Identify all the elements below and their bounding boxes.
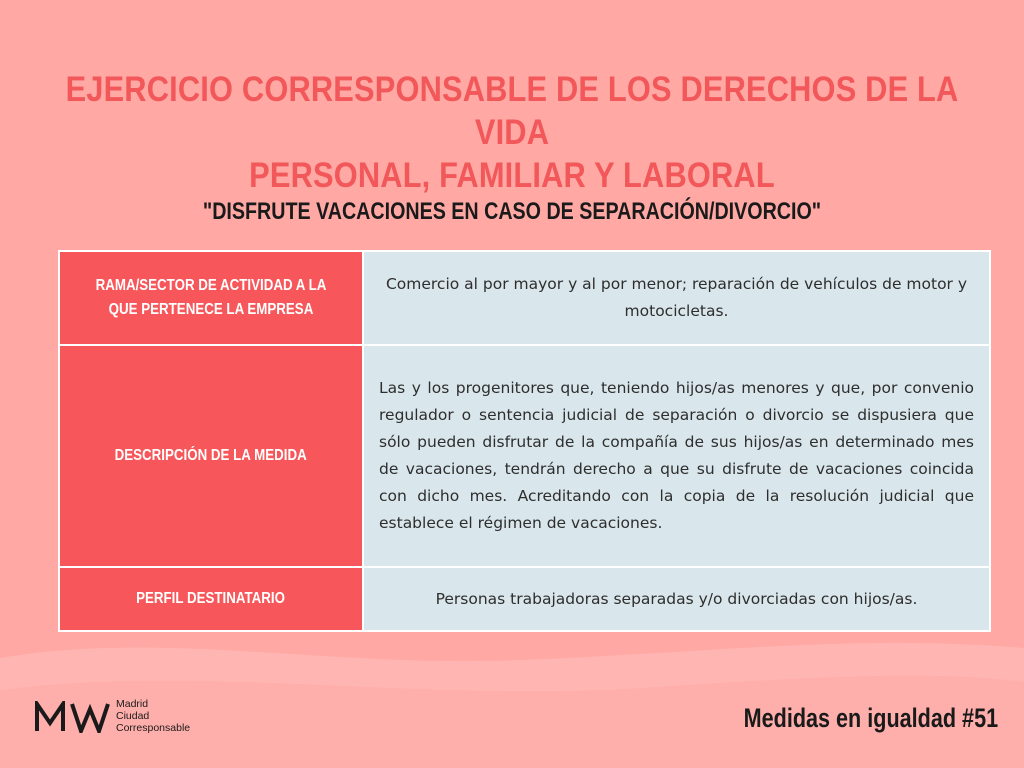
table-row-sector bbox=[59, 251, 990, 345]
page-title-line-2: PERSONAL, FAMILIAR Y LABORAL bbox=[249, 156, 775, 195]
profile-value: Personas trabajadoras separadas y/o divorciadas con hijos/as. bbox=[363, 567, 990, 631]
table-row-profile bbox=[59, 567, 990, 631]
sector-value: Comercio al por mayor y al por menor; reparación de vehículos de motor y motocicletas. bbox=[363, 251, 990, 345]
series-label: Medidas en igualdad #51 bbox=[743, 703, 998, 733]
description-label: DESCRIPCIÓN DE LA MEDIDA bbox=[114, 447, 308, 464]
profile-label-cell bbox=[59, 567, 363, 631]
sector-label: RAMA/SECTOR DE ACTIVIDAD A LA QUE PERTENECE LA EMPRESA bbox=[95, 277, 327, 318]
logo-text-line-3: Corresponsable bbox=[116, 722, 191, 734]
logo-text-line-2: Ciudad bbox=[116, 710, 150, 722]
page-title-line-1: EJERCICIO CORRESPONSABLE DE LOS DERECHOS DE LA VIDA bbox=[65, 70, 959, 152]
page-title bbox=[61, 68, 962, 197]
mcc-logo-icon bbox=[34, 701, 110, 733]
sector-label-cell bbox=[59, 251, 363, 345]
measure-table bbox=[58, 250, 991, 632]
profile-label: PERFIL DESTINATARIO bbox=[136, 590, 286, 607]
description-value: Las y los progenitores que, teniendo hijos/as menores y que, por convenio regulador o sentencia judicial de separación o divorcio se dispusiera que sólo pueden disfrutar de la compañía de sus hijos/as en determinado mes de vacaciones, tendrán derecho a que su disfrute de vacaciones coincida con dicho mes. Acreditando con la copia de la resolución judicial que establece el régimen de vacaciones. bbox=[363, 345, 990, 567]
logo-text-line-1: Madrid bbox=[116, 698, 149, 710]
logo-text bbox=[116, 698, 190, 734]
description-label-cell bbox=[59, 345, 363, 567]
measure-subtitle: "DISFRUTE VACACIONES EN CASO DE SEPARACIÓN/DIVORCIO" bbox=[202, 198, 822, 225]
table-row-description bbox=[59, 345, 990, 567]
